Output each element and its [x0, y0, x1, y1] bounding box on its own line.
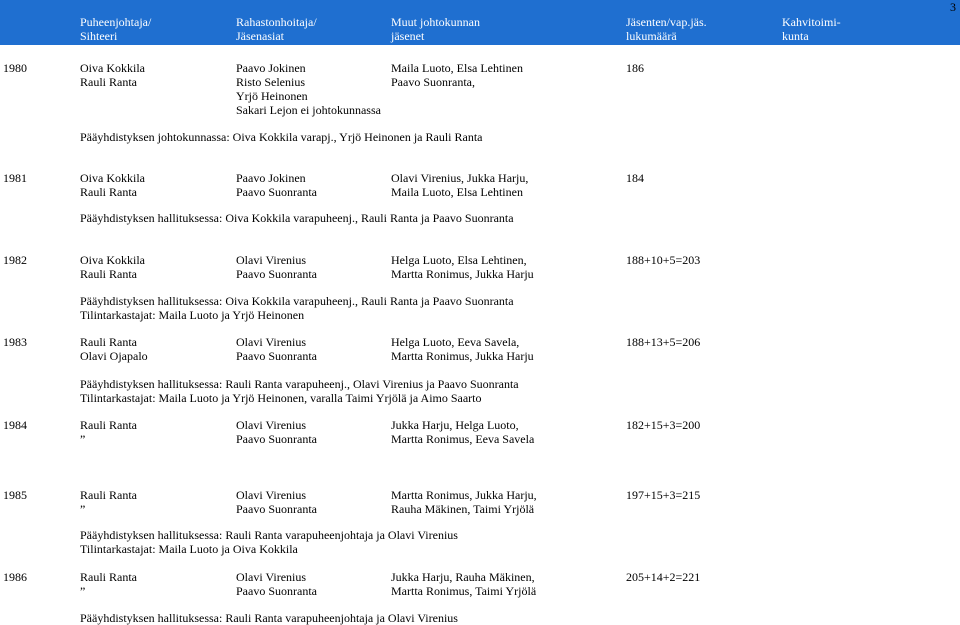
entry-note: Pääyhdistyksen hallituksessa: Rauli Ranta varapuheenj., Olavi Virenius ja Paavo Suonranta	[80, 377, 519, 391]
entry-note: Pääyhdistyksen hallituksessa: Oiva Kokkila varapuheenj., Rauli Ranta ja Paavo Suonranta	[80, 294, 514, 308]
entry-members: Martta Ronimus, Taimi Yrjölä	[391, 584, 537, 598]
entry-treasurer: Sakari Lejon ei johtokunnassa	[236, 103, 381, 117]
entry-members: Martta Ronimus, Jukka Harju	[391, 349, 534, 363]
entry-year: 1980	[3, 61, 27, 75]
entry-year: 1981	[3, 171, 27, 185]
entry-chair: Rauli Ranta	[80, 418, 137, 432]
entry-members: Jukka Harju, Helga Luoto,	[391, 418, 519, 432]
entry-member-count: 182+15+3=200	[626, 418, 701, 432]
entry-treasurer: Risto Selenius	[236, 75, 306, 89]
entry-member-count: 188+10+5=203	[626, 253, 701, 267]
entry-treasurer: Olavi Virenius	[236, 418, 307, 432]
header-col3-line2: jäsenet	[391, 29, 425, 43]
entry-treasurer: Paavo Suonranta	[236, 185, 317, 199]
entry-members: Helga Luoto, Elsa Lehtinen,	[391, 253, 527, 267]
entry-year: 1984	[3, 418, 27, 432]
entry-treasurer: Olavi Virenius	[236, 570, 307, 584]
entry-note: Pääyhdistyksen johtokunnassa: Oiva Kokkila varapj., Yrjö Heinonen ja Rauli Ranta	[80, 130, 483, 144]
page-number: 3	[950, 0, 956, 14]
entry-note: Tilintarkastajat: Maila Luoto ja Oiva Kokkila	[80, 542, 298, 556]
entry-members: Maila Luoto, Elsa Lehtinen	[391, 185, 523, 199]
entry-chair: Rauli Ranta	[80, 185, 137, 199]
entry-chair: Rauli Ranta	[80, 335, 137, 349]
entry-year: 1986	[3, 570, 27, 584]
entry-chair: Rauli Ranta	[80, 570, 137, 584]
entry-member-count: 188+13+5=206	[626, 335, 701, 349]
header-col2-line2: Jäsenasiat	[236, 29, 284, 43]
entry-chair: Oiva Kokkila	[80, 171, 145, 185]
entry-year: 1985	[3, 488, 27, 502]
entry-year: 1982	[3, 253, 27, 267]
entry-note: Pääyhdistyksen hallituksessa: Oiva Kokkila varapuheenj., Rauli Ranta ja Paavo Suonranta	[80, 211, 514, 225]
entry-chair: ”	[80, 502, 86, 516]
header-col5-line1: Kahvitoimi-	[782, 15, 841, 29]
entry-note: Tilintarkastajat: Maila Luoto ja Yrjö Heinonen	[80, 308, 305, 322]
table-header	[0, 0, 960, 44]
entry-treasurer: Olavi Virenius	[236, 335, 307, 349]
entry-note: Pääyhdistyksen hallituksessa: Rauli Ranta varapuheenjohtaja ja Olavi Virenius	[80, 528, 458, 542]
entry-chair: Oiva Kokkila	[80, 253, 145, 267]
header-col1-line1: Puheenjohtaja/	[80, 15, 152, 29]
header-col4-line2: lukumäärä	[626, 29, 677, 43]
entry-members: Rauha Mäkinen, Taimi Yrjölä	[391, 502, 535, 516]
entry-treasurer: Olavi Virenius	[236, 253, 307, 267]
entry-chair: Oiva Kokkila	[80, 61, 145, 75]
entry-members: Jukka Harju, Rauha Mäkinen,	[391, 570, 535, 584]
header-col3-line1: Muut johtokunnan	[391, 15, 480, 29]
entry-note: Tilintarkastajat: Maila Luoto ja Yrjö Heinonen, varalla Taimi Yrjölä ja Aimo Saarto	[80, 391, 482, 405]
entry-members: Paavo Suonranta,	[391, 75, 475, 89]
entry-members: Martta Ronimus, Eeva Savela	[391, 432, 535, 446]
entry-member-count: 197+15+3=215	[626, 488, 701, 502]
entry-member-count: 184	[626, 171, 644, 185]
header-col1-line2: Sihteeri	[80, 29, 118, 43]
entry-treasurer: Olavi Virenius	[236, 488, 307, 502]
header-col5-line2: kunta	[782, 29, 809, 43]
entry-members: Maila Luoto, Elsa Lehtinen	[391, 61, 523, 75]
header-col4-line1: Jäsenten/vap.jäs.	[626, 15, 707, 29]
header-rule	[0, 44, 960, 45]
entry-treasurer: Paavo Suonranta	[236, 267, 317, 281]
entry-chair: Rauli Ranta	[80, 75, 137, 89]
entry-chair: ”	[80, 584, 86, 598]
entry-members: Olavi Virenius, Jukka Harju,	[391, 171, 529, 185]
entry-note: Pääyhdistyksen hallituksessa: Rauli Ranta varapuheenjohtaja ja Olavi Virenius	[80, 611, 458, 625]
entry-treasurer: Paavo Suonranta	[236, 584, 317, 598]
entry-treasurer: Paavo Suonranta	[236, 349, 317, 363]
entry-members: Helga Luoto, Eeva Savela,	[391, 335, 520, 349]
entry-treasurer: Paavo Jokinen	[236, 61, 306, 75]
entry-treasurer: Paavo Jokinen	[236, 171, 306, 185]
entry-chair: ”	[80, 432, 86, 446]
entry-chair: Rauli Ranta	[80, 488, 137, 502]
entry-treasurer: Paavo Suonranta	[236, 432, 317, 446]
entry-treasurer: Paavo Suonranta	[236, 502, 317, 516]
entry-chair: Rauli Ranta	[80, 267, 137, 281]
entry-member-count: 205+14+2=221	[626, 570, 701, 584]
entry-chair: Olavi Ojapalo	[80, 349, 148, 363]
entry-year: 1983	[3, 335, 27, 349]
header-col2-line1: Rahastonhoitaja/	[236, 15, 317, 29]
entry-members: Martta Ronimus, Jukka Harju	[391, 267, 534, 281]
entry-member-count: 186	[626, 61, 644, 75]
entry-members: Martta Ronimus, Jukka Harju,	[391, 488, 537, 502]
entry-treasurer: Yrjö Heinonen	[236, 89, 308, 103]
